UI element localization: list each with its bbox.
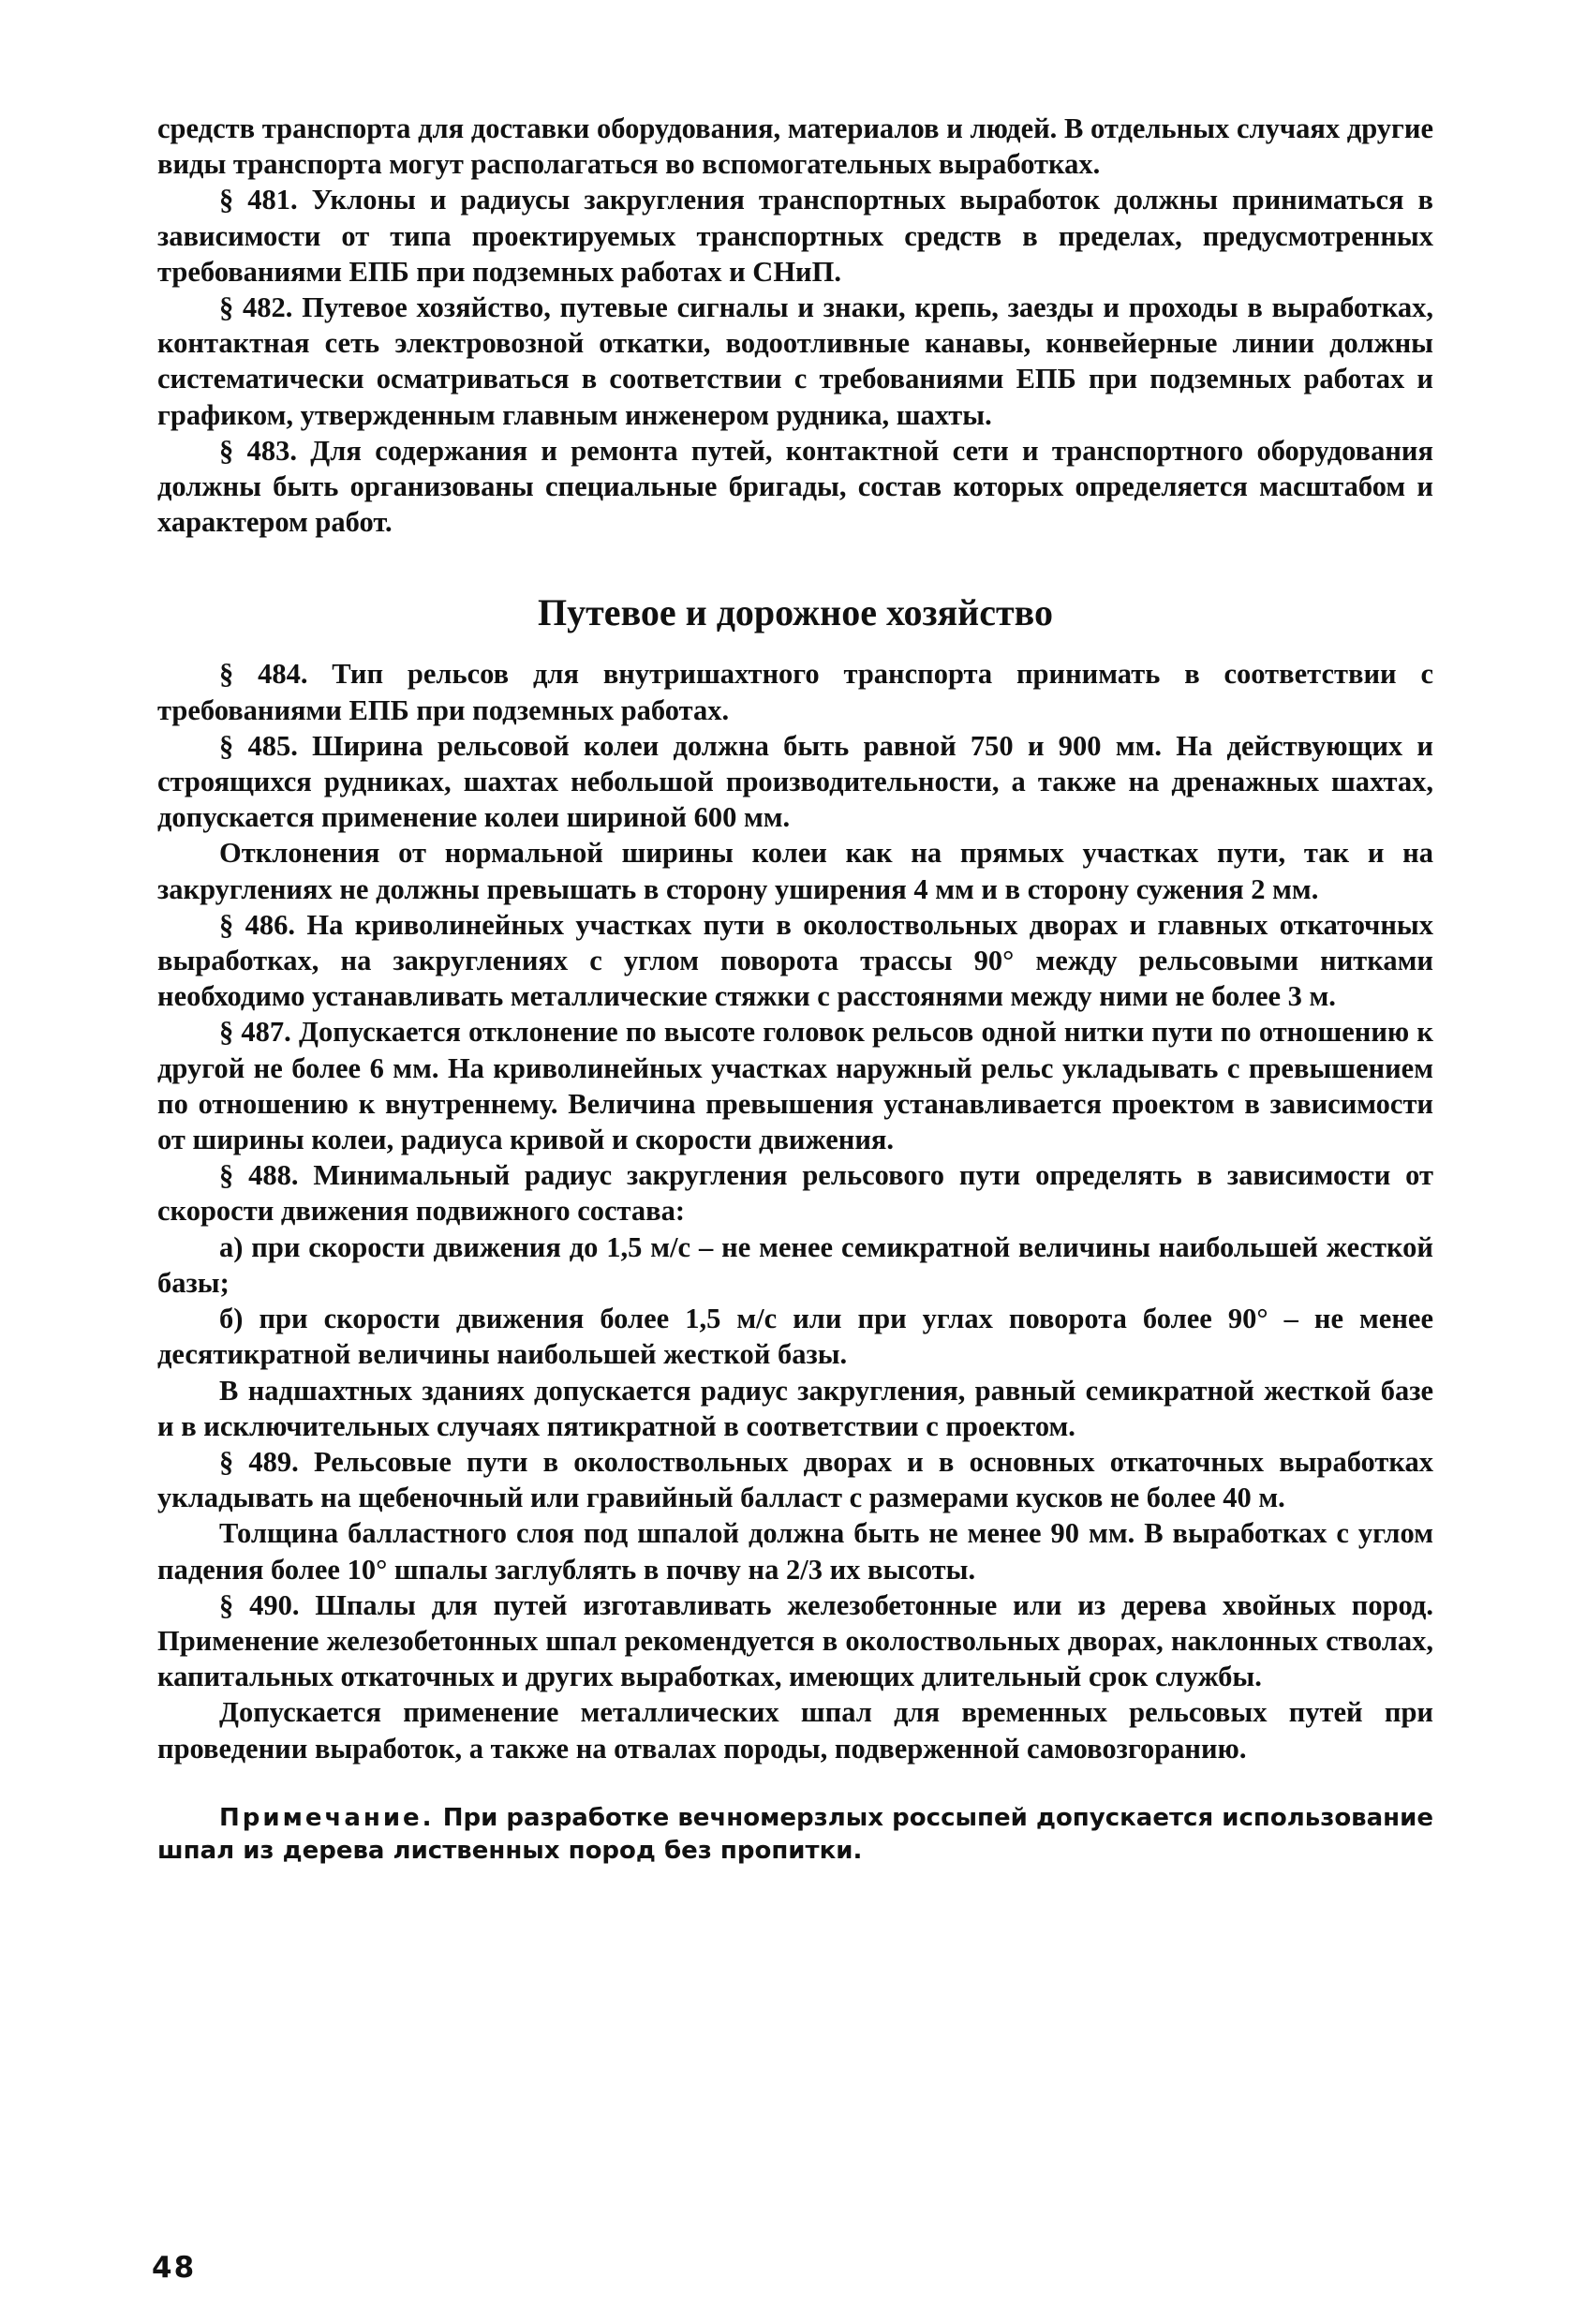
- paragraph-490: § 490. Шпалы для путей изготавливать железобетонные или из дерева хвойных пород. Применение железобетонных шпал рекомендуется в околоствольных дворах, наклонных стволах, капитальных откаточных и других выработках, имеющих длительный срок службы.: [157, 1588, 1433, 1693]
- paragraph-482: § 482. Путевое хозяйство, путевые сигналы и знаки, крепь, заезды и проходы в выработках, контактная сеть электровозной откатки, водоотливные канавы, конвейерные линии должны систематически осматриваться в соответствии с требованиями ЕПБ при подземных работах и графиком, утвержденным главным инженером рудника, шахты.: [157, 291, 1433, 431]
- note: [157, 1802, 1433, 1868]
- paragraph-481: § 481. Уклоны и радиусы закругления транспортных выработок должны приниматься в зависимости от типа проектируемых транспортных средств в пределах, предусмотренных требованиями ЕПБ при подземных работах и СНиП.: [157, 184, 1433, 288]
- paragraph-486: § 486. На криволинейных участках пути в околоствольных дворах и главных откаточных выработках, на закруглениях с углом поворота трассы 90° между рельсовыми нитками необходимо устанавливать металлические стяжки с расстоянями между ними не более 3 м.: [157, 908, 1433, 1013]
- paragraph-490-metal: Допускается применение металлических шпал для временных рельсовых путей при проведении выработок, а также на отвалах породы, подверженной самовозгоранию.: [157, 1696, 1433, 1765]
- paragraph-489-ballast: Толщина балластного слоя под шпалой должна быть не менее 90 мм. В выработках с углом падения более 10° шпалы заглублять в почву на 2/3 их высоты.: [157, 1517, 1433, 1586]
- note-label: Примечание.: [219, 1803, 435, 1832]
- paragraph-continuation: средств транспорта для доставки оборудования, материалов и людей. В отдельных случаях другие виды транспорта могут располагаться во вспомогательных выработках.: [157, 112, 1433, 181]
- paragraph-485: § 485. Ширина рельсовой колеи должна быть равной 750 и 900 мм. На действующих и строящихся рудниках, шахтах небольшой производительности, а также на дренажных шахтах, допускается применение колеи шириной 600 мм.: [157, 729, 1433, 834]
- paragraph-489: § 489. Рельсовые пути в околоствольных дворах и в основных откаточных выработках укладывать на щебеночный или гравийный балласт с размерами кусков не более 40 м.: [157, 1445, 1433, 1514]
- paragraph-488: § 488. Минимальный радиус закругления рельсового пути определять в зависимости от скорости движения подвижного состава:: [157, 1159, 1433, 1228]
- paragraph-485-deviations: Отклонения от нормальной ширины колеи как на прямых участках пути, так и на закруглениях не должны превышать в сторону уширения 4 мм и в сторону сужения 2 мм.: [157, 837, 1433, 905]
- list-item-a: а) при скорости движения до 1,5 м/с – не менее семикратной величины наибольшей жесткой базы;: [157, 1230, 1433, 1299]
- note-text: При разработке вечномерзлых россыпей допускается использование шпал из дерева лиственных пород без пропитки.: [157, 1803, 1433, 1865]
- section-title: Путевое и дорожное хозяйство: [538, 591, 1053, 634]
- page-number: 48: [152, 2251, 197, 2285]
- paragraph-484: § 484. Тип рельсов для внутришахтного транспорта принимать в соответствии с требованиями ЕПБ при подземных работах.: [157, 658, 1433, 726]
- paragraph-487: § 487. Допускается отклонение по высоте головок рельсов одной нитки пути по отношению к другой не более 6 мм. На криволинейных участках наружный рельс укладывать с превышением по отношению к внутреннему. Величина превышения устанавливается проектом в зависимости от ширины колеи, радиуса кривой и скорости движения.: [157, 1016, 1433, 1156]
- paragraph-488-buildings: В надшахтных зданиях допускается радиус закругления, равный семикратной жесткой базе и в исключительных случаях пятикратной в соответствии с проектом.: [157, 1374, 1433, 1442]
- paragraph-483: § 483. Для содержания и ремонта путей, контактной сети и транспортного оборудования должны быть организованы специальные бригады, состав которых определяется масштабом и характером работ.: [157, 434, 1433, 539]
- list-item-b: б) при скорости движения более 1,5 м/с или при углах поворота более 90° – не менее десятикратной величины наибольшей жесткой базы.: [157, 1303, 1433, 1371]
- document-page: [157, 111, 1433, 1868]
